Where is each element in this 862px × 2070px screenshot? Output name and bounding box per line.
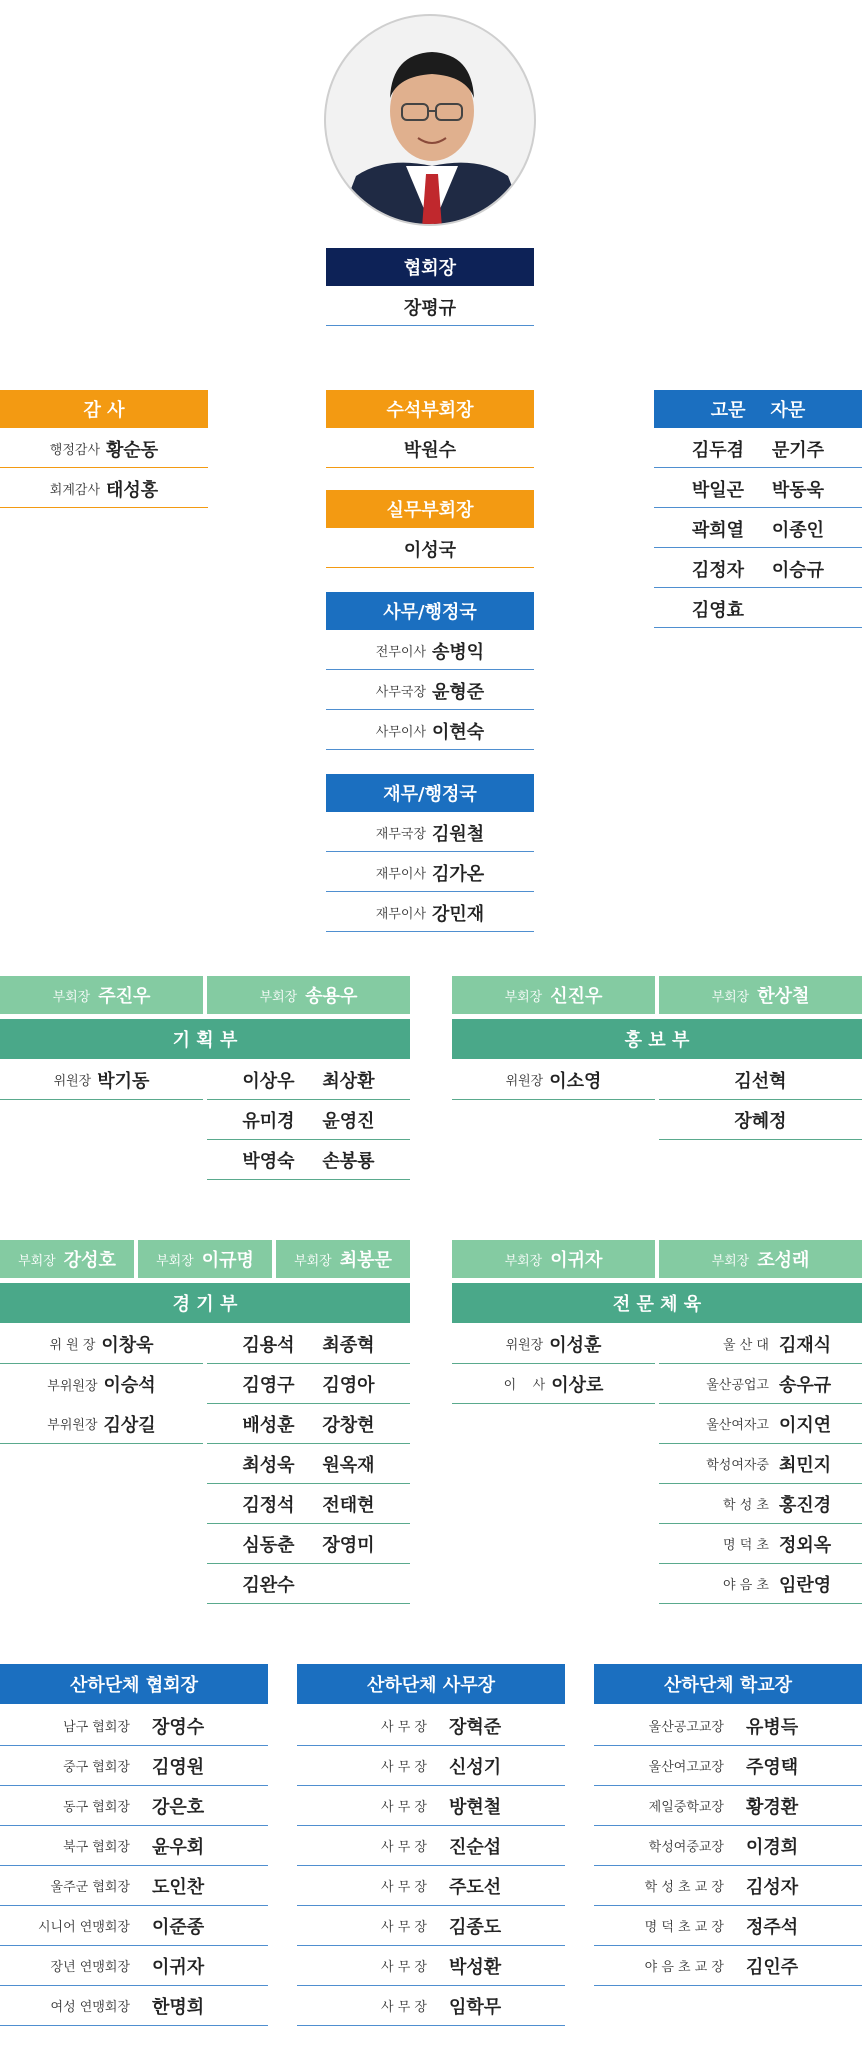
- affiliate-secretary-row: 사 무 장 주도선: [297, 1866, 565, 1906]
- competition-members-row: 최성욱 원옥재: [207, 1444, 410, 1484]
- competition-title: 경 기 부: [0, 1283, 410, 1323]
- affiliate-principal-row: 학 성 초 교 장 김성자: [594, 1866, 862, 1906]
- president-title: 협회장: [326, 248, 534, 286]
- pro-pe-school-row: 학 성 초 홍진경: [659, 1484, 862, 1524]
- affiliate-secretary-row: 사 무 장 진순섭: [297, 1826, 565, 1866]
- pr-vp: 부회장 신진우: [452, 976, 655, 1014]
- affiliate-secretary-row: 사 무 장 신성기: [297, 1746, 565, 1786]
- exec-vp-title: 실무부회장: [326, 490, 534, 528]
- affiliate-secretary-row: 사 무 장 박성환: [297, 1946, 565, 1986]
- affiliate-presidents-title: 산하단체 협회장: [0, 1664, 268, 1704]
- advisors-row: 김두겸 문기주: [654, 430, 862, 468]
- pr-title: 홍 보 부: [452, 1019, 862, 1059]
- competition-officer: 위 원 장 이창욱: [0, 1324, 203, 1364]
- advisors-row: 곽희열 이종인: [654, 510, 862, 548]
- office-admin-row: 전무이사 송병익: [326, 632, 534, 670]
- affiliate-principal-row: 제일중학교장 황경환: [594, 1786, 862, 1826]
- pro-pe-school-row: 울 산 대 김재식: [659, 1324, 862, 1364]
- planning-title: 기 획 부: [0, 1019, 410, 1059]
- planning-vp: 부회장 송용우: [207, 976, 410, 1014]
- affiliate-secretaries-title: 산하단체 사무장: [297, 1664, 565, 1704]
- affiliate-principals-title: 산하단체 학교장: [594, 1664, 862, 1704]
- competition-vp: 부회장 이규명: [138, 1240, 272, 1278]
- pr-member: 김선혁: [659, 1060, 862, 1100]
- pro-pe-officer: 위원장 이성훈: [452, 1324, 655, 1364]
- affiliate-president-row: 울주군 협회장 도인찬: [0, 1866, 268, 1906]
- affiliate-secretary-row: 사 무 장 임학무: [297, 1986, 565, 2026]
- affiliate-president-row: 장년 연맹회장 이귀자: [0, 1946, 268, 1986]
- affiliate-president-row: 시니어 연맹회장 이준종: [0, 1906, 268, 1946]
- competition-members-row: 김정석 전태현: [207, 1484, 410, 1524]
- pr-chair: 위원장 이소영: [452, 1060, 655, 1100]
- pro-pe-school-row: 울산여자고 이지연: [659, 1404, 862, 1444]
- affiliate-principal-row: 학성여중교장 이경희: [594, 1826, 862, 1866]
- finance-admin-title: 재무/행정국: [326, 774, 534, 812]
- office-admin-row: 사무이사 이현숙: [326, 712, 534, 750]
- affiliate-principal-row: 울산여고교장 주영택: [594, 1746, 862, 1786]
- affiliate-president-row: 동구 협회장 강은호: [0, 1786, 268, 1826]
- competition-officer: 부위원장 김상길: [0, 1404, 203, 1444]
- competition-vp: 부회장 최봉문: [276, 1240, 410, 1278]
- affiliate-secretary-row: 사 무 장 방현철: [297, 1786, 565, 1826]
- affiliate-secretary-row: 사 무 장 김종도: [297, 1906, 565, 1946]
- pro-pe-title: 전 문 체 육: [452, 1283, 862, 1323]
- advisors-row: 김영효: [654, 590, 862, 628]
- affiliate-president-row: 남구 협회장 장영수: [0, 1706, 268, 1746]
- office-admin-row: 사무국장 윤형준: [326, 672, 534, 710]
- planning-members-row: 박영숙 손봉룡: [207, 1140, 410, 1180]
- senior-vp-title: 수석부회장: [326, 390, 534, 428]
- advisors-title: 고문 자문: [654, 390, 862, 428]
- audit-title: 감 사: [0, 390, 208, 428]
- affiliate-principal-row: 명 덕 초 교 장 정주석: [594, 1906, 862, 1946]
- finance-admin-row: 재무이사 강민재: [326, 894, 534, 932]
- competition-vp: 부회장 강성호: [0, 1240, 134, 1278]
- competition-members-row: 김영구 김영아: [207, 1364, 410, 1404]
- audit-row: 행정감사 황순동: [0, 430, 208, 468]
- exec-vp-name: 이성국: [326, 530, 534, 568]
- pro-pe-vp: 부회장 이귀자: [452, 1240, 655, 1278]
- president-portrait: [324, 14, 536, 226]
- pr-member: 장혜정: [659, 1100, 862, 1140]
- finance-admin-row: 재무국장 김원철: [326, 814, 534, 852]
- affiliate-president-row: 중구 협회장 김영원: [0, 1746, 268, 1786]
- planning-members-row: 유미경 윤영진: [207, 1100, 410, 1140]
- office-admin-title: 사무/행정국: [326, 592, 534, 630]
- pro-pe-school-row: 야 음 초 임란영: [659, 1564, 862, 1604]
- finance-admin-row: 재무이사 김가온: [326, 854, 534, 892]
- affiliate-president-row: 여성 연맹회장 한명희: [0, 1986, 268, 2026]
- affiliate-president-row: 북구 협회장 윤우회: [0, 1826, 268, 1866]
- president-name: 장평규: [326, 288, 534, 326]
- competition-members-row: 김용석 최종혁: [207, 1324, 410, 1364]
- pro-pe-school-row: 학성여자중 최민지: [659, 1444, 862, 1484]
- planning-chair: 위원장 박기동: [0, 1060, 203, 1100]
- pro-pe-school-row: 울산공업고 송우규: [659, 1364, 862, 1404]
- senior-vp-name: 박원수: [326, 430, 534, 468]
- competition-officer: 부위원장 이승석: [47, 1375, 156, 1396]
- competition-members-row: 배성훈 강창현: [207, 1404, 410, 1444]
- competition-members-row: 김완수: [207, 1564, 410, 1604]
- pro-pe-school-row: 명 덕 초 정외옥: [659, 1524, 862, 1564]
- affiliate-secretary-row: 사 무 장 장혁준: [297, 1706, 565, 1746]
- planning-vp: 부회장 주진우: [0, 976, 203, 1014]
- pr-vp: 부회장 한상철: [659, 976, 862, 1014]
- advisors-row: 김정자 이승규: [654, 550, 862, 588]
- advisors-row: 박일곤 박동욱: [654, 470, 862, 508]
- pro-pe-vp: 부회장 조성래: [659, 1240, 862, 1278]
- affiliate-principal-row: 울산공고교장 유병득: [594, 1706, 862, 1746]
- planning-members-row: 이상우 최상환: [207, 1060, 410, 1100]
- affiliate-principal-row: 야 음 초 교 장 김인주: [594, 1946, 862, 1986]
- audit-row: 회계감사 태성홍: [0, 470, 208, 508]
- pro-pe-officer: 이 사 이상로: [452, 1364, 655, 1404]
- competition-members-row: 심동춘 장영미: [207, 1524, 410, 1564]
